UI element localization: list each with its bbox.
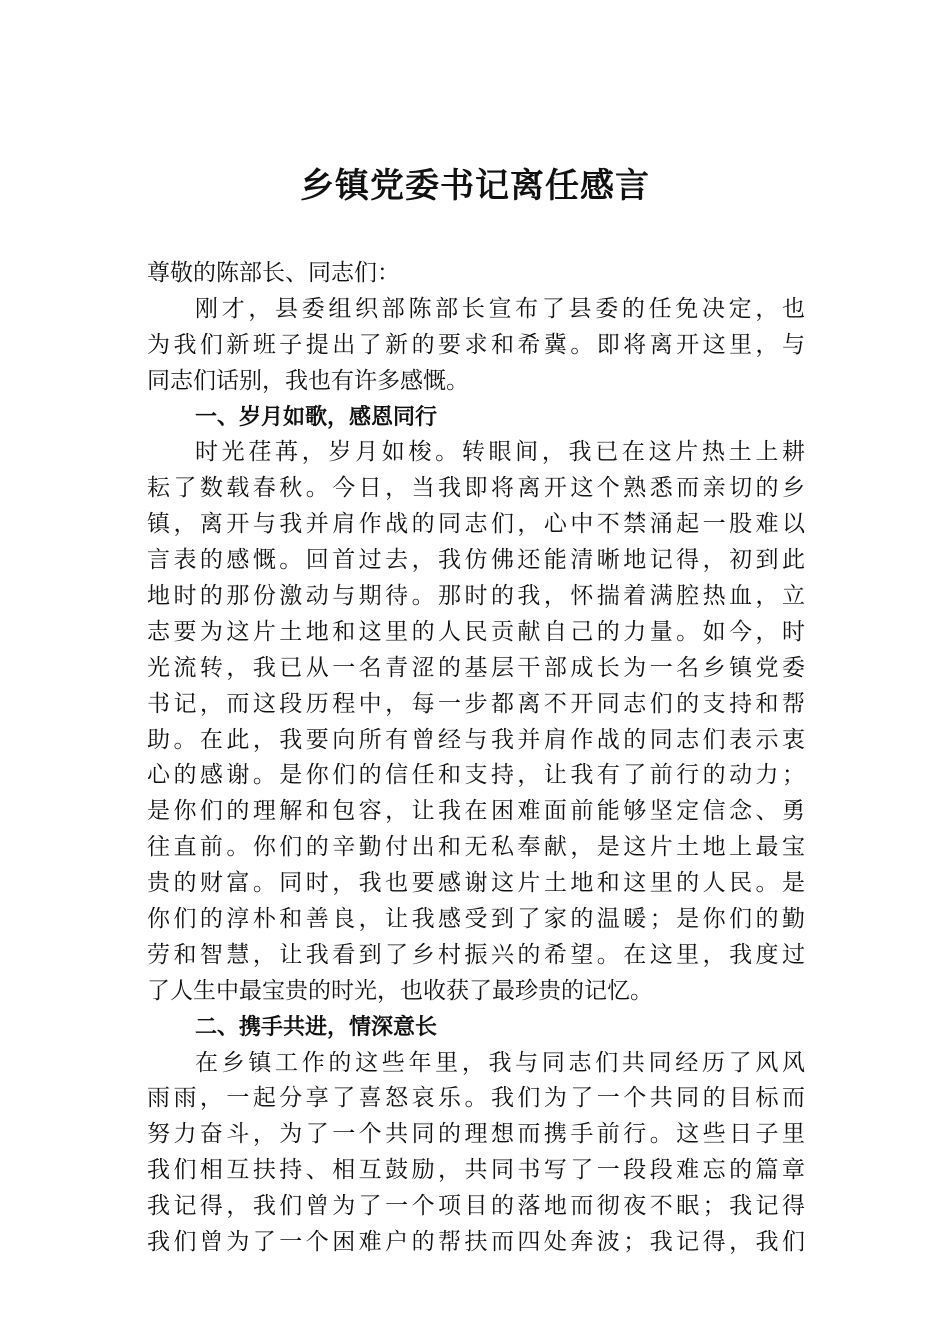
paragraph-line: 劳和智慧，让我看到了乡村振兴的希望。在这里，我度过 [147,941,805,968]
paragraph-line: 努力奋斗，为了一个共同的理想而携手前行。这些日子里 [147,1121,805,1148]
paragraph-line: 我记得，我们曾为了一个项目的落地而彻夜不眠；我记得 [147,1193,805,1220]
paragraph-line: 耘了数载春秋。今日，当我即将离开这个熟悉而亲切的乡 [147,475,805,502]
paragraph-line: 为我们新班子提出了新的要求和希冀。即将离开这里，与 [147,331,805,358]
paragraph-line: 我们相互扶持、相互鼓励，共同书写了一段段难忘的篇章 [147,1157,805,1184]
paragraph-line: 往直前。你们的辛勤付出和无私奉献，是这片土地上最宝 [147,834,805,861]
paragraph-line: 心的感谢。是你们的信任和支持，让我有了前行的动力； [147,762,805,789]
document-title: 乡镇党委书记离任感言 [300,166,650,206]
paragraph-line: 镇，离开与我并肩作战的同志们，心中不禁涌起一股难以 [147,511,805,538]
salutation: 尊敬的陈部长、同志们： [147,260,400,286]
paragraph-line: 同志们话别，我也有许多感慨。 [147,367,469,394]
paragraph-line: 在乡镇工作的这些年里，我与同志们共同经历了风风 [195,1049,805,1076]
paragraph-line: 助。在此，我要向所有曾经与我并肩作战的同志们表示衷 [147,726,805,753]
paragraph-line: 地时的那份激动与期待。那时的我，怀揣着满腔热血，立 [147,583,805,610]
paragraph-line: 你们的淳朴和善良，让我感受到了家的温暖；是你们的勤 [147,906,805,933]
paragraph-line: 我们曾为了一个困难户的帮扶而四处奔波；我记得，我们 [147,1229,805,1256]
section-heading-2: 二、携手共进，情深意长 [195,1014,438,1040]
paragraph-line: 了人生中最宝贵的时光，也收获了最珍贵的记忆。 [147,977,653,1004]
paragraph-line: 雨雨，一起分享了喜怒哀乐。我们为了一个共同的目标而 [147,1085,805,1112]
paragraph-line: 刚才，县委组织部陈部长宣布了县委的任免决定，也 [195,295,805,322]
paragraph-line: 言表的感慨。回首过去，我仿佛还能清晰地记得，初到此 [147,547,805,574]
paragraph-line: 书记，而这段历程中，每一步都离不开同志们的支持和帮 [147,690,805,717]
paragraph-line: 贵的财富。同时，我也要感谢这片土地和这里的人民。是 [147,870,805,897]
paragraph-line: 光流转，我已从一名青涩的基层干部成长为一名乡镇党委 [147,654,805,681]
paragraph-line: 志要为这片土地和这里的人民贡献自己的力量。如今，时 [147,618,805,645]
paragraph-line: 是你们的理解和包容，让我在困难面前能够坚定信念、勇 [147,798,805,825]
document-body [147,256,805,1261]
paragraph-line: 时光荏苒，岁月如梭。转眼间，我已在这片热土上耕 [195,439,805,466]
section-heading-1: 一、岁月如歌，感恩同行 [195,404,438,430]
